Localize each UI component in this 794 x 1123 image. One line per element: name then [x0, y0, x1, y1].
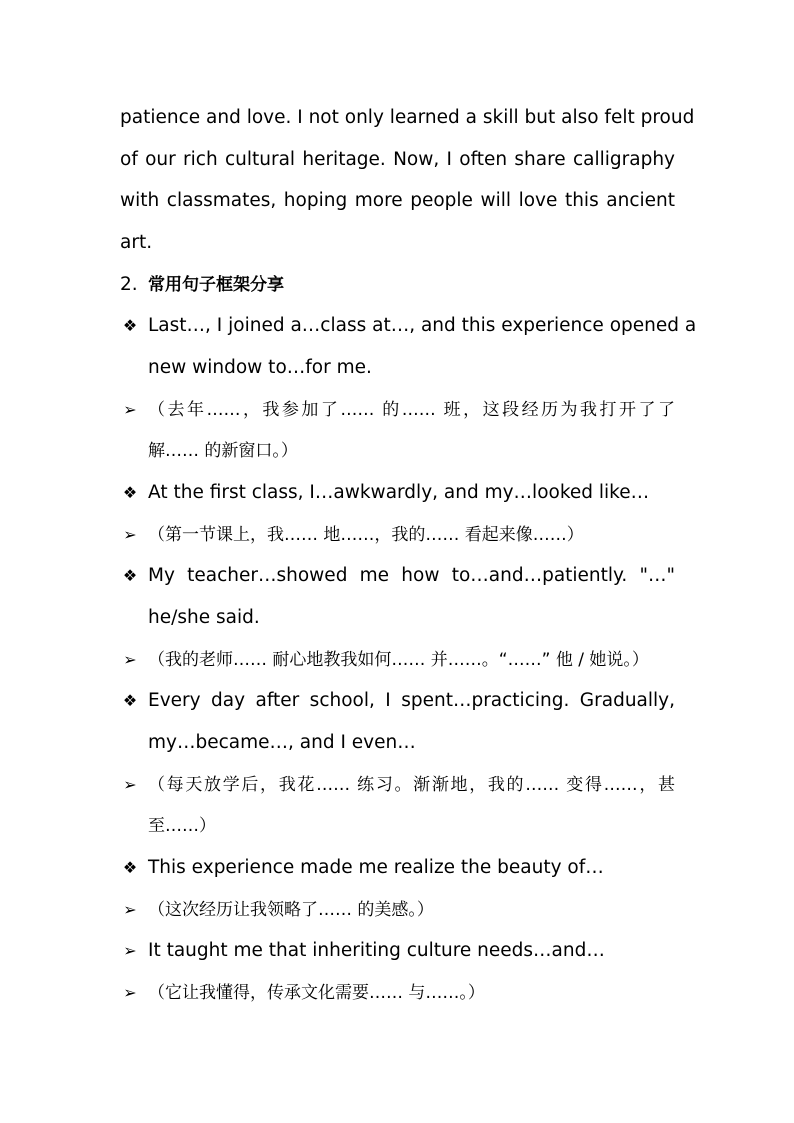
list-item-line: my…became…, and I even…: [148, 732, 416, 753]
arrow-bullet-icon: ➢: [123, 400, 137, 419]
list-item-line: 解…… 的新窗口。）: [148, 441, 298, 461]
arrow-bullet-icon: ➢: [123, 983, 137, 1002]
list-item-line: It taught me that inheriting culture needs…and…: [148, 940, 605, 961]
arrow-bullet-icon: ➢: [123, 775, 137, 794]
list-item-line: （第一节课上，我…… 地……，我的…… 看起来像……）: [148, 525, 584, 545]
list-item-line: Last…, I joined a…class at…, and this experience opened a: [148, 315, 697, 336]
list-item-line: （我的老师…… 耐心地教我如何…… 并……。“……” 他 / 她说。）: [148, 650, 649, 670]
section-number: 2.: [120, 274, 138, 295]
arrow-bullet-icon: ➢: [123, 525, 137, 544]
list-item-line: （每天放学后，我花…… 练习。渐渐地，我的…… 变得……，甚: [148, 775, 675, 795]
diamond-bullet-icon: ❖: [122, 566, 138, 585]
list-item-line: new window to…for me.: [148, 357, 372, 378]
list-item-line: （它让我懂得，传承文化需要…… 与……。）: [148, 983, 485, 1003]
paragraph-line-1: patience and love. I not only learned a skill but also felt proud: [120, 107, 695, 128]
list-item-line: My teacher…showed me how to…and…patiently. "…": [148, 565, 675, 586]
list-item-line: At the first class, I…awkwardly, and my…looked like…: [148, 482, 650, 503]
paragraph-line-2: of our rich cultural heritage. Now, I often share calligraphy: [120, 149, 675, 170]
list-item-line: he/she said.: [148, 607, 260, 628]
list-item-line: 至……）: [148, 816, 216, 836]
paragraph-line-4: art.: [120, 232, 153, 253]
paragraph-line-3: with classmates, hoping more people will love this ancient: [120, 190, 675, 211]
section-title: 常用句子框架分享: [148, 275, 284, 295]
diamond-bullet-icon: ❖: [122, 483, 138, 502]
list-item-line: Every day after school, I spent…practicing. Gradually,: [148, 690, 675, 711]
list-item-line: （这次经历让我领略了…… 的美感。）: [148, 900, 434, 920]
arrow-bullet-icon: ➢: [123, 650, 137, 669]
arrow-bullet-icon: ➢: [123, 900, 137, 919]
list-item-line: This experience made me realize the beauty of…: [148, 857, 604, 878]
diamond-bullet-icon: ❖: [122, 858, 138, 877]
diamond-bullet-icon: ❖: [122, 691, 138, 710]
diamond-bullet-icon: ❖: [122, 316, 138, 335]
arrow-bullet-icon: ➢: [123, 941, 137, 960]
list-item-line: （去年……，我参加了…… 的…… 班，这段经历为我打开了了: [148, 400, 675, 420]
